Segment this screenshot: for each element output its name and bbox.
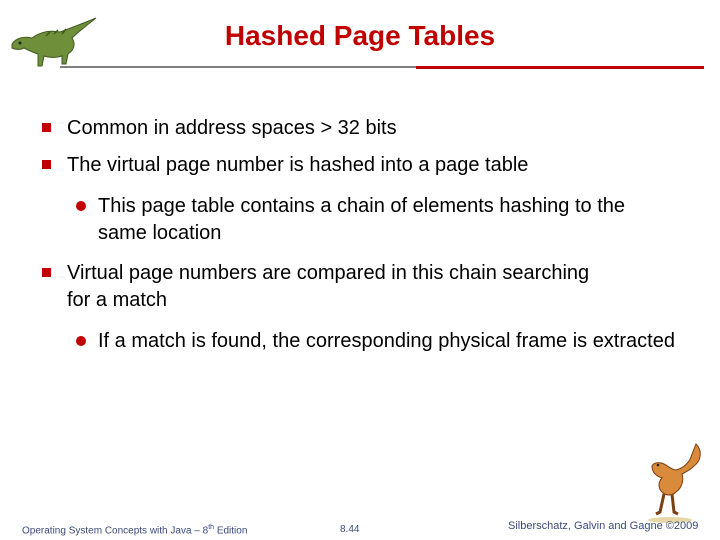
bullet-item <box>42 152 682 179</box>
title-rule-red <box>416 66 704 69</box>
square-bullet-icon <box>42 160 51 169</box>
sub-bullet-item <box>76 328 686 355</box>
footer-edition-label: Edition <box>214 525 248 537</box>
square-bullet-icon <box>42 123 51 132</box>
round-bullet-icon <box>76 336 86 346</box>
slide-title: Hashed Page Tables <box>224 20 496 51</box>
dinosaur-logo-icon <box>6 14 102 70</box>
sub-bullet-text: This page table contains a chain of elements hashing to the same location <box>98 195 626 244</box>
title-rule-gray <box>60 66 416 68</box>
bullet-item <box>42 115 682 142</box>
bullet-item <box>42 260 602 314</box>
footer-book-title-main: Operating System Concepts with Java – 8 <box>22 525 209 537</box>
sub-bullet-item <box>76 193 676 247</box>
footer-edition-sup: th <box>208 524 215 531</box>
sub-bullet-text: If a match is found, the corresponding physical frame is extracted <box>98 330 675 352</box>
bullet-text: Virtual page numbers are compared in this chain searching for a match <box>67 262 590 311</box>
footer-copyright: Silberschatz, Galvin and Gagne ©2009 <box>508 520 699 532</box>
dinosaur-standing-icon <box>636 440 710 526</box>
round-bullet-icon <box>76 201 86 211</box>
footer-book-title <box>22 524 247 536</box>
bullet-text: Common in address spaces > 32 bits <box>67 117 397 139</box>
footer-page-number: 8.44 <box>340 524 360 535</box>
bullet-text: The virtual page number is hashed into a page table <box>67 154 529 176</box>
square-bullet-icon <box>42 268 51 277</box>
